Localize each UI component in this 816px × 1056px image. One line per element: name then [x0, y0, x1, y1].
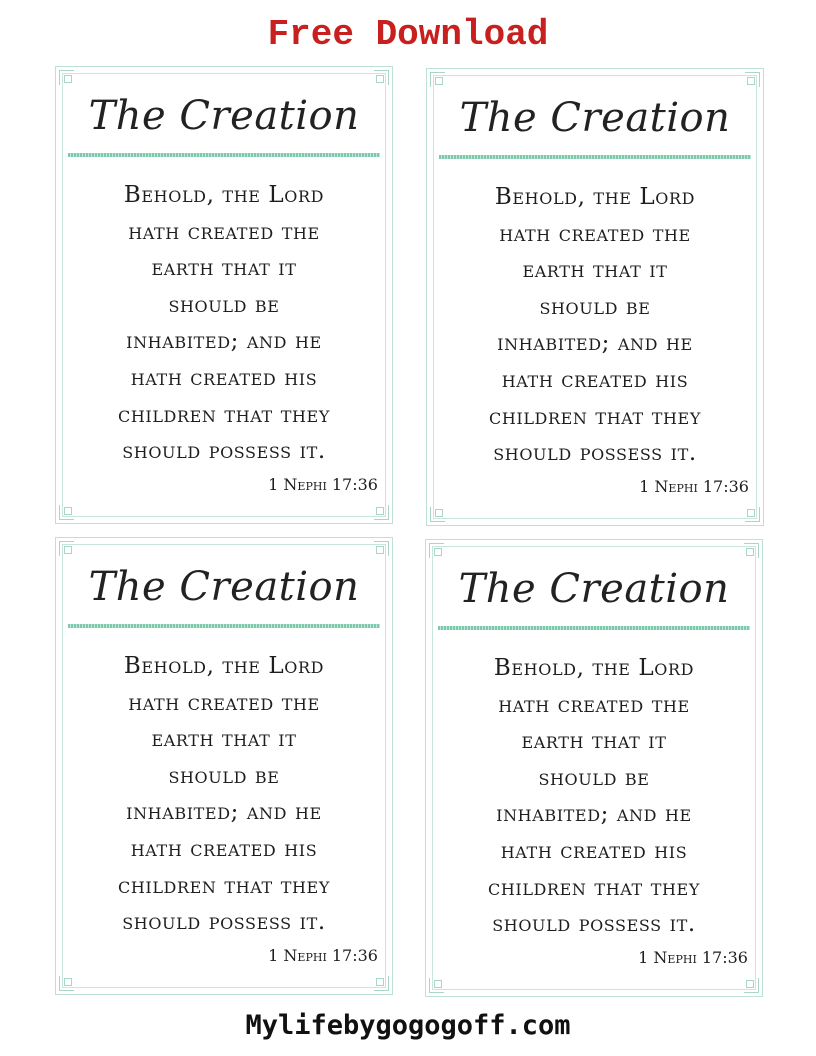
- scripture-verse: [442, 650, 746, 943]
- verse-line: hath created the: [499, 220, 691, 247]
- corner-ornament-icon: [374, 976, 389, 991]
- verse-line: should possess it.: [122, 438, 326, 465]
- corner-ornament-icon: [744, 978, 759, 993]
- divider-rule: [439, 155, 751, 159]
- scripture-reference: 1 Nephi 17:36: [268, 475, 378, 494]
- verse-line: inhabited; and he: [126, 328, 322, 355]
- printable-card: [55, 537, 393, 995]
- verse-line: inhabited; and he: [496, 801, 692, 828]
- printable-card: [426, 68, 764, 526]
- card-title: The Creation: [88, 564, 360, 610]
- verse-line: hath created the: [128, 689, 320, 716]
- verse-line: should possess it.: [493, 440, 697, 467]
- printable-card: [425, 539, 763, 997]
- verse-line: should be: [538, 764, 650, 791]
- scripture-reference: 1 Nephi 17:36: [639, 477, 749, 496]
- verse-line: Behold, the Lord: [493, 655, 695, 681]
- corner-ornament-icon: [429, 978, 444, 993]
- verse-line: should be: [539, 293, 651, 320]
- verse-line: children that they: [488, 874, 700, 901]
- verse-line: hath created the: [498, 691, 690, 718]
- verse-line: should possess it.: [122, 909, 326, 936]
- card-title: The Creation: [458, 566, 730, 612]
- corner-ornament-icon: [374, 505, 389, 520]
- divider-rule: [68, 624, 380, 628]
- verse-line: Behold, the Lord: [123, 653, 325, 679]
- verse-line: hath created his: [500, 837, 688, 864]
- verse-line: inhabited; and he: [126, 799, 322, 826]
- verse-line: should possess it.: [492, 911, 696, 938]
- corner-ornament-icon: [430, 72, 445, 87]
- corner-ornament-icon: [429, 543, 444, 558]
- verse-line: children that they: [118, 872, 330, 899]
- corner-ornament-icon: [745, 507, 760, 522]
- corner-ornament-icon: [59, 505, 74, 520]
- corner-ornament-icon: [430, 507, 445, 522]
- verse-line: hath created his: [130, 835, 318, 862]
- website-footer: Mylifebygogogoff.com: [245, 1010, 571, 1041]
- scripture-verse: [72, 648, 376, 941]
- corner-ornament-icon: [59, 70, 74, 85]
- scripture-verse: [72, 177, 376, 470]
- corner-ornament-icon: [59, 541, 74, 556]
- corner-ornament-icon: [744, 543, 759, 558]
- verse-line: earth that it: [522, 257, 668, 284]
- scripture-reference: 1 Nephi 17:36: [268, 946, 378, 965]
- card-title: The Creation: [88, 93, 360, 139]
- verse-line: inhabited; and he: [497, 330, 693, 357]
- verse-line: children that they: [118, 401, 330, 428]
- verse-line: hath created his: [501, 366, 689, 393]
- verse-line: children that they: [489, 403, 701, 430]
- card-title: The Creation: [459, 95, 731, 141]
- corner-ornament-icon: [59, 976, 74, 991]
- verse-line: hath created the: [128, 218, 320, 245]
- scripture-verse: [443, 179, 747, 472]
- divider-rule: [438, 626, 750, 630]
- corner-ornament-icon: [745, 72, 760, 87]
- corner-ornament-icon: [374, 70, 389, 85]
- divider-rule: [68, 153, 380, 157]
- verse-line: Behold, the Lord: [123, 182, 325, 208]
- free-download-heading: Free Download: [267, 14, 549, 55]
- corner-ornament-icon: [374, 541, 389, 556]
- verse-line: earth that it: [521, 728, 667, 755]
- verse-line: hath created his: [130, 364, 318, 391]
- verse-line: earth that it: [151, 255, 297, 282]
- verse-line: should be: [168, 291, 280, 318]
- verse-line: earth that it: [151, 726, 297, 753]
- verse-line: should be: [168, 762, 280, 789]
- scripture-reference: 1 Nephi 17:36: [638, 948, 748, 967]
- printable-card: [55, 66, 393, 524]
- verse-line: Behold, the Lord: [494, 184, 696, 210]
